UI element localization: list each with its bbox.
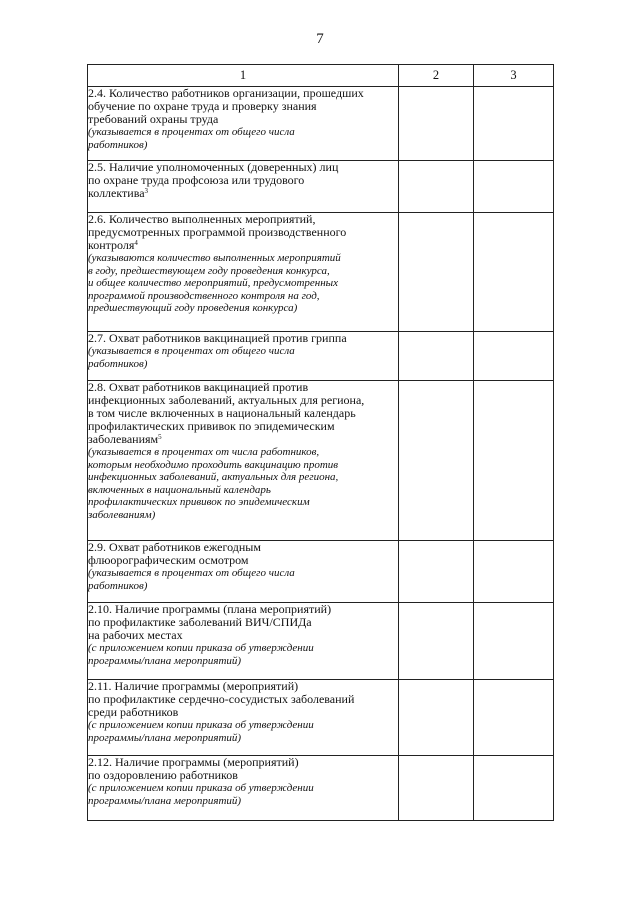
value-cell-3[interactable] (474, 603, 554, 680)
criteria-table (87, 64, 554, 821)
row-text: 2.7. Охват работников вакцинацией против гриппа (88, 331, 347, 345)
value-cell-2[interactable] (399, 381, 474, 541)
row-text: 2.8. Охват работников вакцинацией против инфекционных заболеваний, актуальных для региона, в том числе включенных в национальный календарь профилактических прививок по эпидемическим заболеваниям (88, 380, 365, 446)
row-note: (указываются количество выполненных мероприятий в году, предшествующем году проведения конкурса, и общее количество мероприятий, предусмотренных программой производственного контроля на год, предшествующий году проведения конкурса) (88, 252, 341, 314)
row-note: (указывается в процентах от общего числа работников) (88, 567, 295, 592)
row-note: (с приложением копии приказа об утверждении программы/плана мероприятий) (88, 719, 314, 744)
table-row (88, 603, 554, 680)
value-cell-2[interactable] (399, 332, 474, 381)
row-description (88, 332, 399, 381)
table-row (88, 680, 554, 756)
row-description (88, 87, 399, 161)
row-note: (указывается в процентах от общего числа работников) (88, 345, 295, 370)
table-row (88, 756, 554, 821)
value-cell-3[interactable] (474, 381, 554, 541)
value-cell-3[interactable] (474, 213, 554, 332)
table-header-row (88, 65, 554, 87)
column-header-2: 2 (399, 65, 474, 87)
table-row (88, 381, 554, 541)
value-cell-3[interactable] (474, 541, 554, 603)
column-header-3: 3 (474, 65, 554, 87)
value-cell-2[interactable] (399, 87, 474, 161)
row-text: 2.10. Наличие программы (плана мероприятий) по профилактике заболеваний ВИЧ/СПИДа на рабочих местах (88, 602, 332, 642)
row-text: 2.9. Охват работников ежегодным флюорографическим осмотром (88, 540, 261, 567)
row-description (88, 603, 399, 680)
value-cell-3[interactable] (474, 680, 554, 756)
value-cell-2[interactable] (399, 603, 474, 680)
table-row (88, 87, 554, 161)
row-description (88, 213, 399, 332)
column-header-1: 1 (88, 65, 399, 87)
row-text: 2.6. Количество выполненных мероприятий, предусмотренных программой производственного контроля (88, 212, 347, 252)
row-description (88, 381, 399, 541)
value-cell-2[interactable] (399, 756, 474, 821)
value-cell-2[interactable] (399, 213, 474, 332)
table-row (88, 332, 554, 381)
row-description (88, 756, 399, 821)
footnote-mark: 3 (144, 187, 149, 195)
value-cell-2[interactable] (399, 161, 474, 213)
row-note: (указывается в процентах от числа работников, которым необходимо проходить вакцинацию против инфекционных заболеваний, актуальных для региона, включенных в национальный календарь профилактических прививок по эпидемическим заболеваниям) (88, 446, 339, 521)
value-cell-3[interactable] (474, 756, 554, 821)
table-row (88, 161, 554, 213)
row-description (88, 161, 399, 213)
row-note: (с приложением копии приказа об утверждении программы/плана мероприятий) (88, 642, 314, 667)
row-note: (с приложением копии приказа об утверждении программы/плана мероприятий) (88, 782, 314, 807)
table-row (88, 213, 554, 332)
value-cell-2[interactable] (399, 541, 474, 603)
row-text: 2.12. Наличие программы (мероприятий) по оздоровлению работников (88, 755, 299, 782)
row-description (88, 541, 399, 603)
row-text: 2.4. Количество работников организации, прошедших обучение по охране труда и проверку знания требований охраны труда (88, 86, 364, 126)
row-text: 2.11. Наличие программы (мероприятий) по профилактике сердечно-сосудистых заболеваний среди работников (88, 679, 355, 719)
footnote-mark: 5 (158, 433, 162, 441)
table-row (88, 541, 554, 603)
row-text: 2.5. Наличие уполномоченных (доверенных) лиц по охране труда профсоюза или трудового коллектива (88, 160, 339, 200)
footnote-mark: 4 (134, 239, 138, 247)
row-note: (указывается в процентах от общего числа работников) (88, 126, 295, 151)
value-cell-3[interactable] (474, 87, 554, 161)
value-cell-3[interactable] (474, 161, 554, 213)
page-number: 7 (316, 31, 324, 47)
value-cell-3[interactable] (474, 332, 554, 381)
row-description (88, 680, 399, 756)
value-cell-2[interactable] (399, 680, 474, 756)
